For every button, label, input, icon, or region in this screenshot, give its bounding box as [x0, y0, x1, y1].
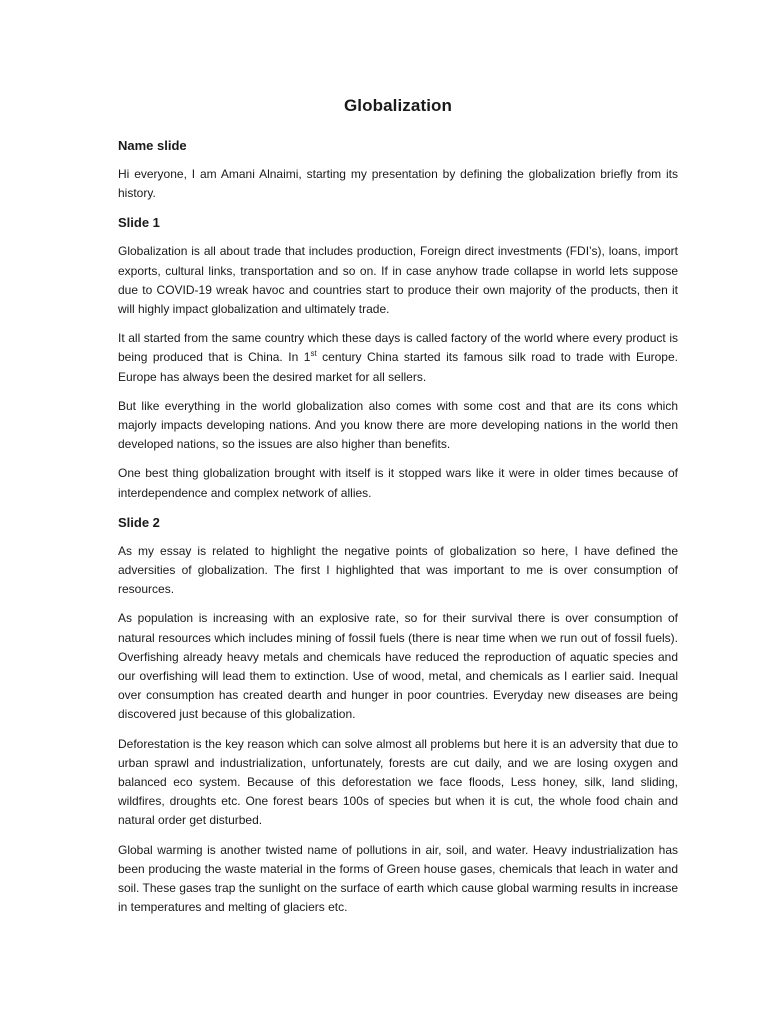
paragraph-slide1-1: Globalization is all about trade that includes production, Foreign direct investments (FDI’s), loans, import exports, cultural links, transportation and so on. If in case anyhow trade collapse in world lets suppose due to COVID-19 wreak havoc and countries start to produce their own majority of the products, then it will highly impact globalization and ultimately trade.	[118, 244, 678, 317]
paragraph-slide1-4: One best thing globalization brought with itself is it stopped wars like it were in older times because of interdependence and complex network of allies.	[118, 466, 678, 500]
document-page	[118, 96, 678, 928]
paragraph-slide2-2: As population is increasing with an explosive rate, so for their survival there is over consumption of natural resources which includes mining of fossil fuels (there is near time when we run out of fossil fuels). Overfishing already heavy metals and chemicals have reduced the reproduction of aquatic species and our overfishing will lead them to extinction. Use of wood, metal, and chemicals as I earlier said. Inequal over consumption has created dearth and hunger in poor countries. Everyday new diseases are being discovered just because of this globalization.	[118, 611, 678, 722]
paragraph-slide2-3: Deforestation is the key reason which can solve almost all problems but here it is an adversity that due to urban sprawl and industrialization, unfortunately, forests are cut daily, and we are losing oxygen and balanced eco system. Because of this deforestation we face floods, Less honey, silk, land sliding, wildfires, droughts etc. One forest bears 100s of species but when it is cut, the whole food chain and natural order get disturbed.	[118, 736, 678, 828]
paragraph-slide1-3: But like everything in the world globalization also comes with some cost and that are its cons which majorly impacts developing nations. And you know there are more developing nations in the world then developed nations, so the issues are also higher than benefits.	[118, 398, 678, 452]
paragraph-slide2-4: Global warming is another twisted name of pollutions in air, soil, and water. Heavy industrialization has been producing the waste material in the forms of Green house gases, chemicals that leach in water and soil. These gases trap the sunlight on the surface of earth which cause global warming results in increase in temperatures and melting of glaciers etc.	[118, 842, 678, 915]
section-heading-slide-2: Slide 2	[118, 514, 160, 530]
paragraph-slide1-2-text-b: century China started its famous silk road to trade with Europe. Europe has always been the desired market for all sellers.	[118, 350, 678, 384]
section-heading-name-slide: Name slide	[118, 138, 187, 153]
document-title: Globalization	[343, 96, 453, 115]
section-heading-slide-1: Slide 1	[118, 215, 160, 231]
paragraph-slide1-2-text-a: It all started from the same country which these days is called factory of the world where every product is being produced that is China. In 1	[118, 331, 678, 365]
paragraph-slide1-2	[118, 329, 678, 387]
superscript-ordinal: st	[310, 349, 317, 359]
paragraph-intro: Hi everyone, I am Amani Alnaimi, starting my presentation by defining the globalization briefly from its history.	[118, 167, 678, 201]
paragraph-slide2-1: As my essay is related to highlight the negative points of globalization so here, I have defined the adversities of globalization. The first I highlighted that was important to me is over consumption of resources.	[118, 543, 678, 597]
